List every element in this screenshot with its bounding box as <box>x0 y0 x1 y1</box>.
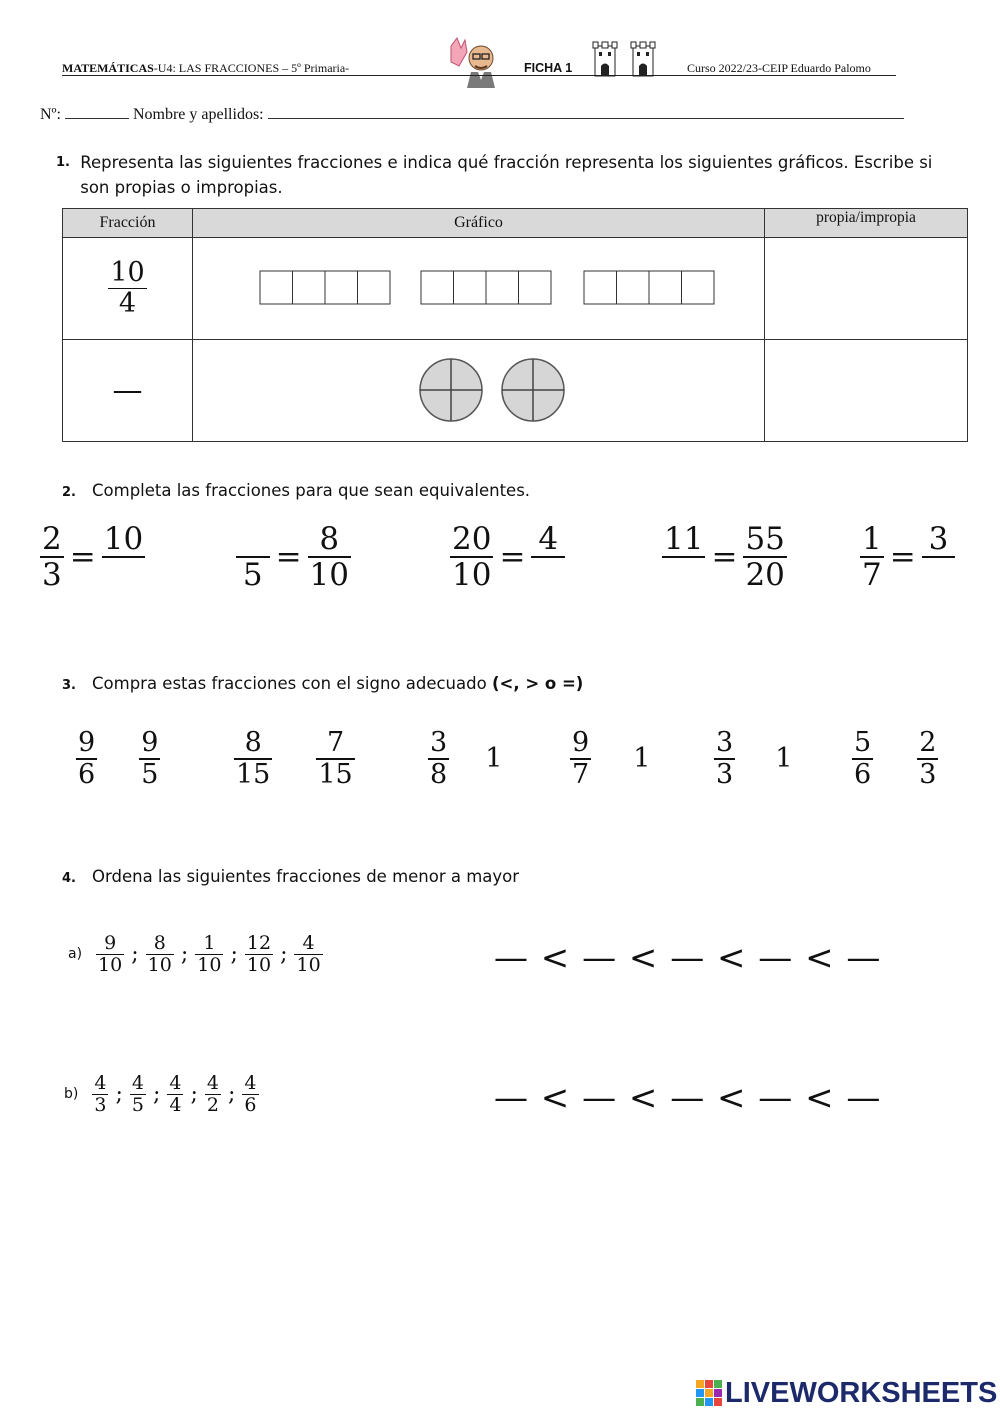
header-unit: -U4: LAS FRACCIONES – 5º Primaria- <box>153 61 350 75</box>
numerator-blank[interactable] <box>236 522 270 556</box>
fraction <box>195 933 223 976</box>
order-label-b: b) <box>64 1086 79 1103</box>
fraction-blank-cell[interactable] <box>63 340 193 442</box>
numerator: 4 <box>206 1072 219 1094</box>
denominator: 10 <box>98 953 123 976</box>
comparison-item <box>76 728 160 789</box>
whole-number: 1 <box>775 743 793 775</box>
fraction-blank[interactable]: — <box>112 373 143 408</box>
equals-sign: = <box>499 539 526 576</box>
order-answer-chain-a[interactable]: — < — < — < — < — <box>494 938 882 978</box>
numerator: 9 <box>141 727 159 758</box>
numerator: 8 <box>153 932 166 954</box>
question-3 <box>62 674 583 693</box>
separator: ; <box>131 941 139 967</box>
numerator: 4 <box>94 1072 107 1094</box>
header-title <box>62 61 349 76</box>
comparison-item <box>234 728 355 789</box>
equivalence-item <box>236 522 351 592</box>
numerator: 5 <box>854 727 872 758</box>
fraction <box>450 522 493 592</box>
numerator: 4 <box>538 521 559 557</box>
denominator: 3 <box>919 758 937 790</box>
student-info-line <box>40 104 940 124</box>
number-field[interactable] <box>65 104 129 119</box>
denominator: 3 <box>94 1093 107 1116</box>
numerator: 2 <box>42 521 62 557</box>
denominator: 6 <box>244 1093 257 1116</box>
denominator: 7 <box>862 557 882 594</box>
graphic-cell-bars[interactable] <box>193 238 765 340</box>
fraction <box>860 522 884 592</box>
separator: ; <box>280 941 288 967</box>
fraction <box>245 933 273 976</box>
denominator-blank[interactable] <box>531 558 565 592</box>
comparison-item <box>852 728 938 789</box>
fraction <box>236 522 270 592</box>
separator: ; <box>152 1081 161 1107</box>
number-label: Nº: <box>40 106 61 123</box>
denominator: 4 <box>118 288 137 319</box>
equivalence-item <box>662 522 787 592</box>
denominator: 6 <box>854 758 872 790</box>
denominator: 3 <box>716 758 734 790</box>
denominator: 10 <box>246 953 272 976</box>
fraction <box>139 728 160 789</box>
fraction <box>570 728 591 789</box>
fraction <box>92 1073 108 1116</box>
numerator: 3 <box>716 727 734 758</box>
whole-number: 1 <box>485 743 503 775</box>
question-number: 1. <box>56 155 70 170</box>
numerator: 4 <box>244 1072 257 1094</box>
fraction <box>167 1073 183 1116</box>
fraction-table <box>62 208 968 442</box>
order-label-a: a) <box>68 946 83 963</box>
order-row-a <box>68 933 323 976</box>
comparison-sign-slot[interactable] <box>591 739 633 779</box>
comparison-sign-slot[interactable] <box>449 739 485 779</box>
fraction <box>852 728 873 789</box>
column-header-type: propia/impropia <box>765 209 968 238</box>
fraction <box>242 1073 258 1116</box>
denominator-blank[interactable] <box>107 558 141 592</box>
order-row-b <box>64 1073 259 1116</box>
worksheet-header <box>62 58 896 78</box>
denominator: 15 <box>236 758 271 790</box>
denominator: 10 <box>452 557 492 594</box>
question-text: Ordena las siguientes fracciones de menor a mayor <box>92 867 520 886</box>
comparison-sign-slot[interactable] <box>873 739 917 779</box>
numerator: 10 <box>103 521 144 557</box>
numerator: 7 <box>326 727 345 758</box>
question-text: Completa las fracciones para que sean equivalentes. <box>92 481 531 500</box>
denominator: 2 <box>206 1093 219 1116</box>
fraction <box>308 522 351 592</box>
denominator: 3 <box>42 557 62 594</box>
whole-number: 1 <box>633 743 651 775</box>
equals-sign: = <box>275 539 302 576</box>
logo-text: LIVEWORKSHEETS <box>725 1376 998 1409</box>
type-answer-cell[interactable] <box>765 340 968 442</box>
separator: ; <box>228 1081 236 1107</box>
ficha-label: FICHA 1 <box>524 61 573 75</box>
name-field[interactable] <box>268 104 904 119</box>
question-number: 2. <box>62 485 76 500</box>
fraction <box>146 933 174 976</box>
denominator: 10 <box>197 953 222 976</box>
liveworksheets-logo-icon <box>696 1380 722 1406</box>
fraction <box>714 728 735 789</box>
question-text: Representa las siguientes fracciones e indica qué fracción representa los siguientes gráficos. Escribe si son propias o impropias. <box>80 153 933 197</box>
equals-sign: = <box>711 539 738 576</box>
numerator: 9 <box>104 932 117 954</box>
fraction <box>917 728 938 789</box>
header-rule <box>62 75 896 76</box>
fraction <box>130 1073 146 1116</box>
denominator: 7 <box>572 758 590 790</box>
liveworksheets-logo[interactable] <box>696 1376 997 1410</box>
numerator: 9 <box>572 727 590 758</box>
numerator: 8 <box>244 727 262 758</box>
fraction <box>743 522 786 592</box>
fraction <box>40 522 64 592</box>
numerator: 2 <box>919 727 937 758</box>
numerator: 9 <box>78 727 96 758</box>
question-signs: (<, > o =) <box>491 674 584 693</box>
fraction <box>316 728 354 789</box>
divided-bars-graphic[interactable] <box>193 238 764 334</box>
comparison-item <box>714 728 792 789</box>
denominator: 5 <box>131 1093 144 1116</box>
denominator-blank[interactable] <box>922 558 956 592</box>
numerator: 4 <box>169 1072 182 1094</box>
numerator: 10 <box>110 257 145 289</box>
numerator: 4 <box>302 932 315 954</box>
header-subject: MATEMÁTICAS <box>62 61 154 75</box>
graphic-cell-circles[interactable] <box>193 340 765 442</box>
denominator: 10 <box>296 953 321 976</box>
denominator: 10 <box>147 953 172 976</box>
fraction <box>428 728 449 789</box>
divided-circles-graphic[interactable] <box>193 340 764 436</box>
numerator: 1 <box>862 521 882 557</box>
question-4 <box>62 867 519 886</box>
fraction <box>96 933 124 976</box>
denominator: 20 <box>745 557 785 594</box>
fraction <box>108 258 146 318</box>
order-answer-chain-b[interactable]: — < — < — < — < — <box>494 1078 882 1118</box>
numerator: 3 <box>928 521 949 557</box>
numerator: 4 <box>131 1072 144 1094</box>
denominator: 15 <box>318 758 353 790</box>
separator: ; <box>230 941 238 967</box>
name-label: Nombre y apellidos: <box>132 106 264 123</box>
question-2 <box>62 481 530 500</box>
fraction <box>76 728 97 789</box>
question-text: Compra estas fracciones con el signo adecuado <box>92 674 492 693</box>
numerator: 3 <box>430 727 448 758</box>
teacher-mascot-icon <box>445 36 503 88</box>
numerator: 1 <box>203 932 216 954</box>
denominator: 6 <box>78 758 96 790</box>
denominator: 10 <box>309 557 349 594</box>
fraction <box>102 522 145 592</box>
denominator: 8 <box>430 758 448 790</box>
comparison-item <box>570 728 650 789</box>
numerator: 12 <box>246 932 272 954</box>
question-number: 4. <box>62 871 76 886</box>
separator: ; <box>190 1081 198 1107</box>
separator: ; <box>180 941 189 967</box>
denominator: 5 <box>242 557 263 594</box>
type-answer-cell[interactable] <box>765 238 968 340</box>
denominator-blank[interactable] <box>667 558 701 592</box>
comparison-sign-slot[interactable] <box>272 739 316 779</box>
question-1 <box>56 150 936 200</box>
comparison-sign-slot[interactable] <box>97 739 139 779</box>
question-number: 3. <box>62 678 76 693</box>
denominator: 4 <box>169 1093 182 1116</box>
fraction <box>662 522 705 592</box>
separator: ; <box>115 1081 123 1107</box>
comparison-sign-slot[interactable] <box>735 739 775 779</box>
fraction <box>531 522 565 592</box>
castle-icon <box>592 40 618 78</box>
fraction <box>234 728 272 789</box>
column-header-graphic: Gráfico <box>193 209 765 238</box>
numerator: 20 <box>452 521 492 557</box>
fraction <box>922 522 956 592</box>
course-label: Curso 2022/23-CEIP Eduardo Palomo <box>687 61 871 75</box>
equals-sign: = <box>69 539 96 576</box>
denominator: 5 <box>141 758 159 790</box>
equivalence-item <box>860 522 955 592</box>
fraction <box>294 933 322 976</box>
equivalence-item <box>450 522 565 592</box>
numerator: 55 <box>745 521 785 557</box>
numerator: 11 <box>664 521 704 557</box>
numerator: 8 <box>319 521 340 557</box>
equivalence-item <box>40 522 145 592</box>
castle-icon <box>630 40 656 78</box>
comparison-item <box>428 728 502 789</box>
fraction <box>205 1073 221 1116</box>
equals-sign: = <box>889 539 916 576</box>
column-header-fraction: Fracción <box>63 209 193 238</box>
fraction-cell <box>63 238 193 340</box>
